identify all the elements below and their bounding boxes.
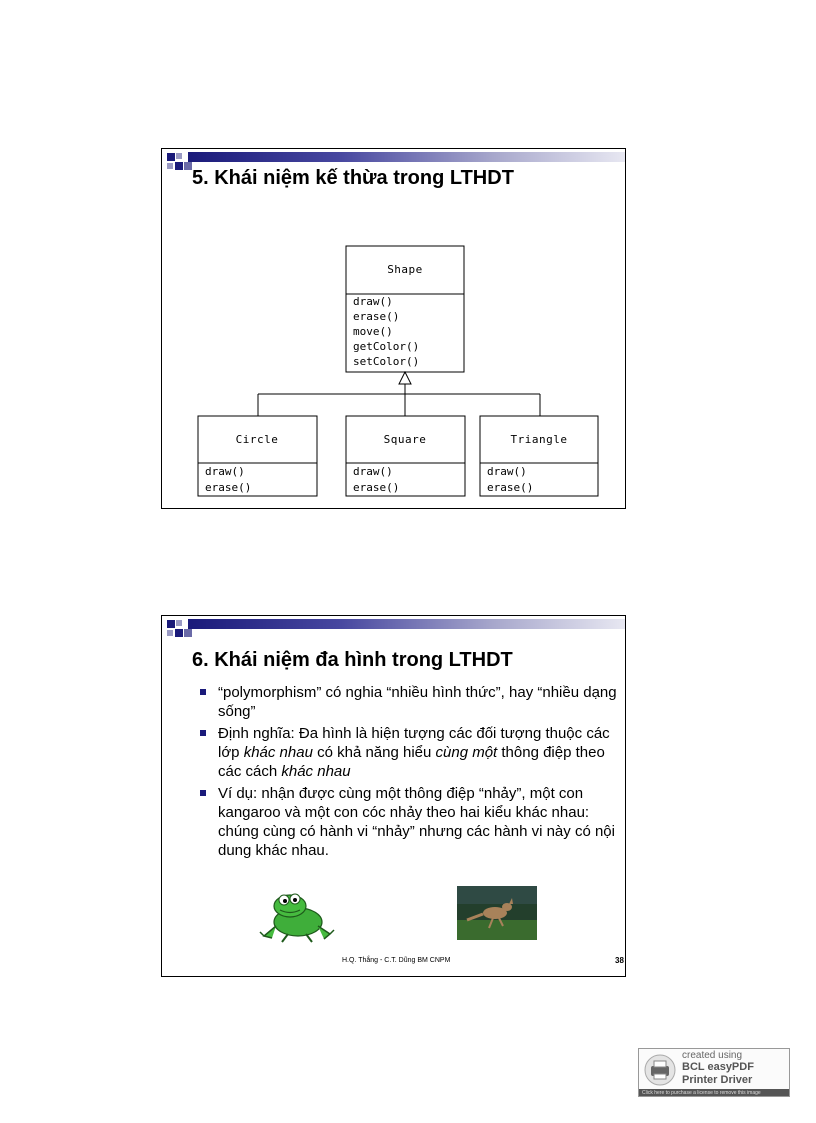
slide-inheritance [161, 148, 626, 509]
svg-text:Circle: Circle [235, 433, 279, 446]
svg-text:getColor(): getColor() [353, 340, 420, 353]
bullet-item: “polymorphism” có nghia “nhiều hình thức”, hay “nhiều dạng sống” [198, 683, 623, 721]
slide-header-decoration [162, 616, 626, 646]
page-number: 38 [615, 956, 624, 965]
pdf-printer-badge[interactable] [638, 1048, 790, 1097]
slide-footer: H.Q. Thắng - C.T. Dũng BM CNPM [342, 957, 451, 964]
uml-class-shape-name: Shape [387, 263, 423, 276]
kangaroo-image [457, 886, 537, 940]
svg-text:Triangle: Triangle [510, 433, 568, 446]
svg-text:erase(): erase() [205, 481, 252, 494]
svg-text:erase(): erase() [353, 310, 400, 323]
svg-text:draw(): draw() [487, 465, 527, 478]
svg-text:erase(): erase() [353, 481, 400, 494]
svg-text:move(): move() [353, 325, 393, 338]
svg-text:draw(): draw() [353, 295, 393, 308]
svg-text:erase(): erase() [487, 481, 534, 494]
slide-polymorphism [161, 615, 626, 977]
printer-logo-icon [643, 1053, 677, 1087]
svg-text:draw(): draw() [353, 465, 393, 478]
bullet-square-icon [200, 790, 206, 796]
bullet-list [198, 683, 623, 863]
frog-image [258, 886, 336, 944]
badge-purchase-link[interactable]: Click here to purchase a license to remove this image [639, 1089, 790, 1097]
bullet-item: Định nghĩa: Đa hình là hiện tượng các đối tượng thuộc các lớp khác nhau có khả năng hiểu cùng một thông điệp theo các cách khác nhau [198, 724, 623, 781]
uml-class-diagram [162, 209, 626, 504]
bullet-square-icon [200, 689, 206, 695]
slide-title: 5. Khái niệm kế thừa trong LTHDT [192, 167, 514, 189]
badge-product-sub: Printer Driver [682, 1074, 753, 1086]
svg-text:setColor(): setColor() [353, 355, 420, 368]
badge-caption: created using [682, 1050, 743, 1061]
bullet-item: Ví dụ: nhận được cùng một thông điệp “nhảy”, một con kangaroo và một con cóc nhảy theo hai kiểu khác nhau: chúng cùng có hành vi “nhảy” nhưng các hành vi này có nội dung khác nhau. [198, 784, 623, 860]
svg-text:Square: Square [383, 433, 427, 446]
inheritance-arrow-icon [399, 372, 411, 384]
svg-text:draw(): draw() [205, 465, 245, 478]
slide-title: 6. Khái niệm đa hình trong LTHDT [192, 649, 513, 671]
bullet-square-icon [200, 730, 206, 736]
badge-product: BCL easyPDF [682, 1061, 754, 1073]
